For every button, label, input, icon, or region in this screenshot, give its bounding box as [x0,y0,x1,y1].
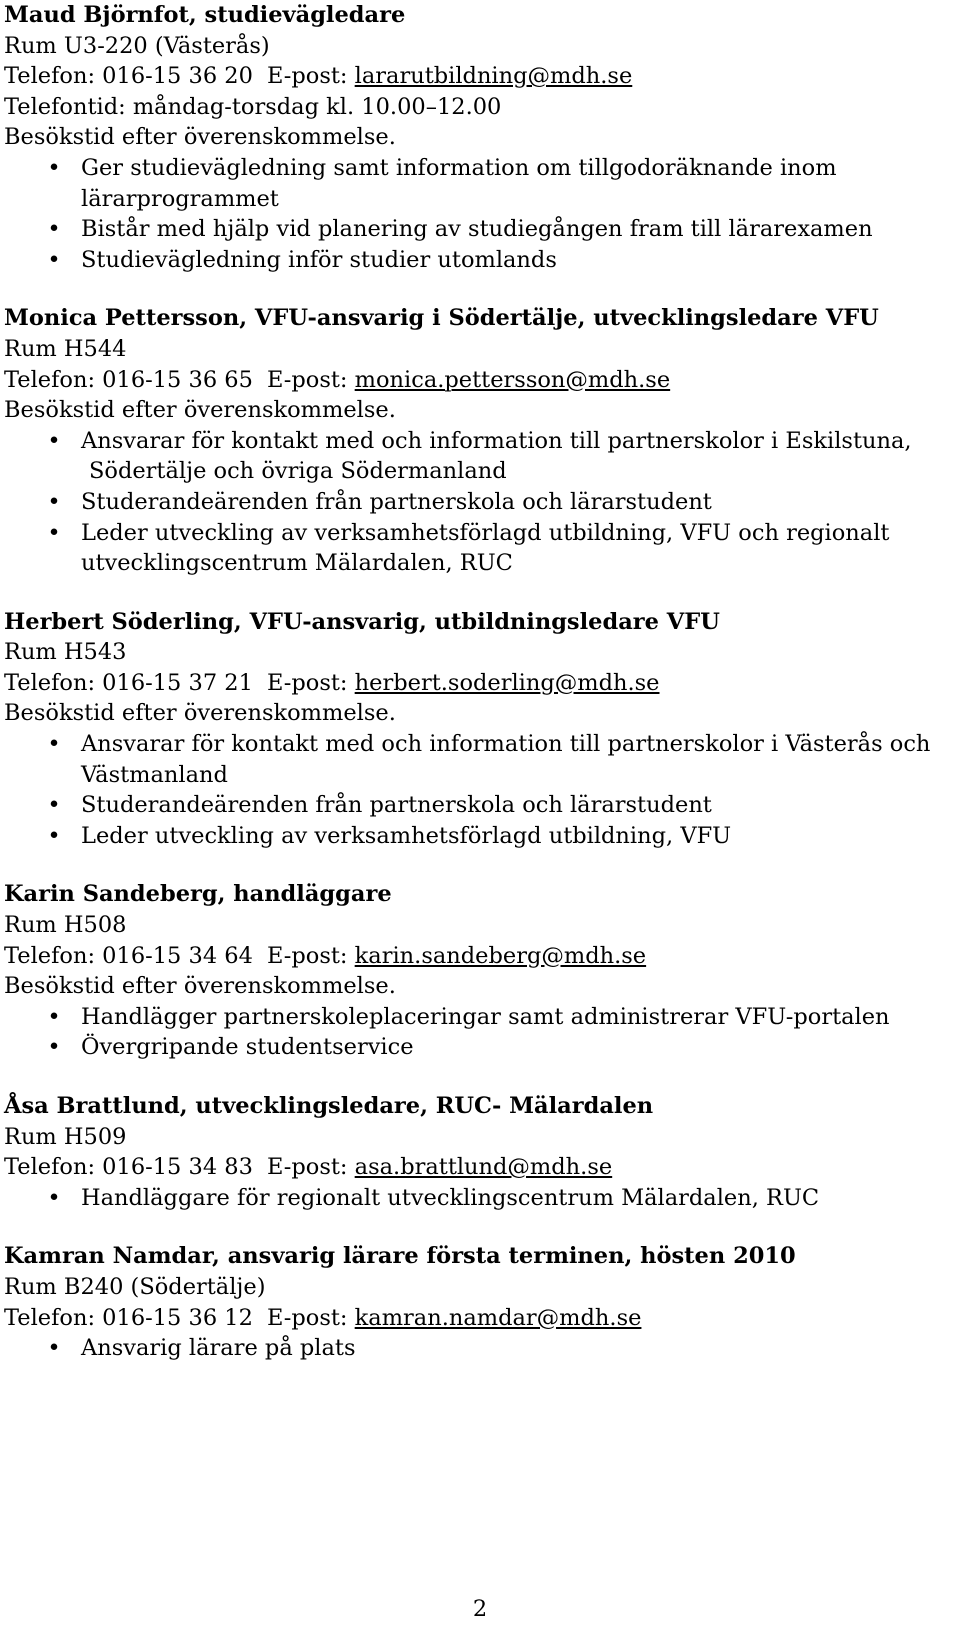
contact-visiting: Besökstid efter överenskommelse. [4,397,396,424]
bullet-icon: • [47,216,61,243]
duty-text: Leder utveckling av verksamhetsförlagd utbildning, VFU och regionalt [81,519,890,546]
list-item [4,821,954,852]
list-item [4,153,954,214]
contact-room: Rum H544 [4,335,127,362]
duties-list [4,153,954,275]
bullet-icon: • [47,488,61,515]
duty-text-continued: Västmanland [81,761,228,788]
contact-block [4,303,954,578]
duty-text: Ansvarar för kontakt med och information till partnerskolor i Eskilstuna, [81,427,912,454]
contact-block [4,0,954,275]
contact-block [4,607,954,852]
bullet-icon: • [47,731,61,758]
bullet-icon: • [47,246,61,273]
contact-phone-line [4,1152,954,1183]
email-link[interactable]: asa.brattlund@mdh.se [354,1154,613,1181]
email-link[interactable]: kamran.namdar@mdh.se [354,1304,642,1331]
list-item [4,487,954,518]
list-item [4,1002,954,1033]
email-link[interactable]: lararutbildning@mdh.se [354,63,633,90]
contact-name: Åsa Brattlund, utvecklingsledare, RUC- Mälardalen [4,1093,654,1119]
contact-visiting: Besökstid efter överenskommelse. [4,973,396,1000]
duty-text: Leder utveckling av verksamhetsförlagd utbildning, VFU [81,822,732,849]
contact-block [4,879,954,1063]
duty-text: Övergripande studentservice [81,1034,414,1061]
contact-name: Kamran Namdar, ansvarig lärare första terminen, hösten 2010 [4,1243,796,1270]
email-link[interactable]: herbert.soderling@mdh.se [354,669,660,696]
list-item [4,1032,954,1063]
bullet-icon: • [47,427,61,454]
contact-name: Monica Pettersson, VFU-ansvarig i Södertälje, utvecklingsledare VFU [4,305,879,332]
contact-phone-line [4,1303,954,1334]
bullet-icon: • [47,822,61,849]
contact-phone: Telefon: 016-15 36 65 [4,366,253,393]
contact-phone-line [4,61,954,92]
duty-text-continued: utvecklingscentrum Mälardalen, RUC [81,550,513,577]
duties-list [4,1183,954,1214]
list-item [4,426,954,487]
email-label: E-post: [266,942,348,969]
email-label: E-post: [266,669,348,696]
email-label: E-post: [266,366,348,393]
contact-name: Karin Sandeberg, handläggare [4,881,392,908]
email-label: E-post: [266,1154,348,1181]
duty-text: Handläggare för regionalt utvecklingscentrum Mälardalen, RUC [81,1184,820,1211]
duty-text: Studievägledning inför studier utomlands [81,246,557,273]
contact-name: Maud Björnfot, studievägledare [4,2,406,28]
list-item [4,245,954,276]
contact-room: Rum U3-220 (Västerås) [4,32,270,59]
duties-list [4,1002,954,1063]
contact-visiting: Besökstid efter överenskommelse. [4,124,396,151]
duties-list [4,1333,954,1364]
contact-phone-line [4,365,954,396]
contact-phone: Telefon: 016-15 37 21 [4,669,253,696]
contact-room: Rum H509 [4,1123,127,1150]
duty-text: Handlägger partnerskoleplaceringar samt administrerar VFU-portalen [81,1003,890,1030]
contact-name: Herbert Söderling, VFU-ansvarig, utbildningsledare VFU [4,608,720,635]
contact-phone-time: Telefontid: måndag-torsdag kl. 10.00–12.00 [4,93,502,120]
bullet-icon: • [47,792,61,819]
duty-text: Ansvarig lärare på plats [81,1335,356,1362]
duty-text: Ger studievägledning samt information om tillgodoräknande inom [81,154,837,181]
list-item [4,518,954,579]
list-item [4,729,954,790]
contact-phone-line [4,668,954,699]
list-item [4,1183,954,1214]
list-item [4,1333,954,1364]
bullet-icon: • [47,1003,61,1030]
email-link[interactable]: monica.pettersson@mdh.se [354,366,671,393]
list-item [4,790,954,821]
contact-visiting: Besökstid efter överenskommelse. [4,700,396,727]
contact-phone: Telefon: 016-15 36 20 [4,63,253,90]
contact-phone: Telefon: 016-15 36 12 [4,1304,253,1331]
bullet-icon: • [47,1034,61,1061]
duties-list [4,729,954,851]
duty-text-continued: lärarprogrammet [81,185,279,212]
duty-text: Studerandeärenden från partnerskola och lärarstudent [81,792,712,819]
contact-room: Rum H508 [4,912,127,939]
bullet-icon: • [47,1335,61,1362]
duty-text: Ansvarar för kontakt med och information till partnerskolor i Västerås och [81,731,931,758]
contact-block [4,1241,954,1363]
page-number: 2 [472,1596,488,1622]
contact-room: Rum H543 [4,639,127,666]
list-item [4,214,954,245]
contact-room: Rum B240 (Södertälje) [4,1273,266,1300]
bullet-icon: • [47,154,61,181]
bullet-icon: • [47,1184,61,1211]
contact-phone: Telefon: 016-15 34 83 [4,1154,253,1181]
duty-text-continued: Södertälje och övriga Södermanland [89,458,507,485]
bullet-icon: • [47,519,61,546]
duty-text: Bistår med hjälp vid planering av studiegången fram till lärarexamen [81,216,873,243]
contact-phone-line [4,941,954,972]
document-page [4,0,954,1392]
contact-phone: Telefon: 016-15 34 64 [4,942,253,969]
duties-list [4,426,954,579]
email-label: E-post: [266,1304,348,1331]
email-link[interactable]: karin.sandeberg@mdh.se [354,942,647,969]
email-label: E-post: [266,63,348,90]
duty-text: Studerandeärenden från partnerskola och lärarstudent [81,488,712,515]
contact-block [4,1091,954,1213]
